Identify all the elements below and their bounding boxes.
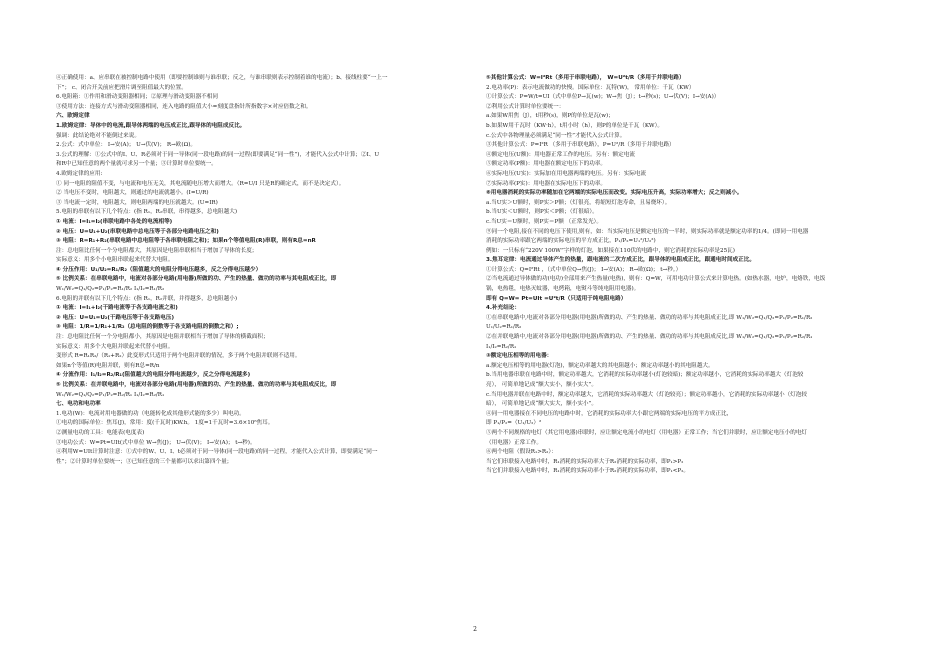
text-line: b.当用电器串联在电路中时，额定功率越大，它消耗的实际功率越小(灯泡较暗)；额定功率越小，它消耗的实际功率越大（灯泡较 <box>486 372 804 379</box>
text-line: ③电功公式：W=Pt=UIt(式中单位 W→焦(J)； U→伏(V)； I→安(A)； t→秒)。 <box>56 439 256 446</box>
text-line: ②测量电功的工具：电能表(电度表) <box>56 429 145 436</box>
text-line: ③使用方法：连接方式与滑动变阻器相同，连入电路的阻值大小=刻度盘指针所指数字×对应倍数之和。 <box>56 103 312 110</box>
text-line: ④ 分流作用：I₁/I₂=R₂/R₁(阻值越大的电阻分得电流越少，反之分得电流越多) <box>56 372 251 379</box>
text-line: ① 电流：I=I₁+I₂(干路电流等于各支路电流之和) <box>56 305 178 312</box>
text-line: ③ 当电流一定时，电阻越大，则电阻两端的电压就越大。(U=IR) <box>56 199 218 206</box>
text-line: 3.公式的理解：①公式中的I、U、R必须对于同一导体(同一段电路)的同一过程(即要满足“同一性”)，才能代入公式中计算；②I、U <box>56 151 380 158</box>
text-line: ⑥实际电压(U实)：实际加在用电器两端的电压。另有：实际电流 <box>486 170 647 177</box>
text-line: 1.电功(W)：电流对用电器做的功（电能转化成其他形式能的多少）叫电功。 <box>56 410 245 417</box>
text-line: 注：总电阻比任何一个分电阻都大，其原因是电阻串联相当于增加了导体的长度； <box>56 247 258 254</box>
text-line: ⑤其他计算公式：W=I²Rt（多用于串联电路）， W=U²t/R（多用于并联电路） <box>486 75 685 81</box>
text-line: ② 电压：U=U₁+U₂(串联电路中总电压等于各部分电路电压之和) <box>56 228 219 235</box>
text-line: 实际意义：用多个小电阻串联起来代替大电阻。 <box>56 257 174 264</box>
right-column <box>486 74 896 477</box>
text-line: ⑤ 比例关系：在串联电路中，电流对各部分电路(用电器)所做的功、产生的热量、做功的功率与其电阻成正比，即 <box>56 276 337 283</box>
text-line: ④额定电压(U额)：用电器正常工作的电压。另有：额定电流 <box>486 151 635 158</box>
page-number: 2 <box>473 626 477 633</box>
text-line: U₁/U₂=R₁/R₂ <box>486 324 522 331</box>
text-line: ③其他计算公式：P=I²R （多用于串联电路），P=U²/R（多用于并联电路） <box>486 142 675 149</box>
text-line: 下”； c、闭合开关前应把滑片调至阻值最大的位置。 <box>56 84 187 91</box>
text-line: 亮）， 可简单地记成“额大实小，额小实大”。 <box>486 382 597 388</box>
text-line: 即有 Q=W= Pt=UIt =U²t/R（只适用于纯电阻电路） <box>486 295 627 302</box>
text-line: 例如：一只标有“220V 100W”字样的灯泡，如果接在110伏的电路中，则它消耗的实际功率是25瓦) <box>486 247 735 254</box>
text-line: 6.电阻的并联有以下几个特点：(指 R₁，R₂并联，并得越多，总电阻越小) <box>56 295 238 302</box>
text-line: 锅，电热毯，电热灭蚊器，电烤箱，电熨斗等纯电阻用电器)。 <box>486 286 640 293</box>
text-line: 6.电阻箱：①作用和滑动变阻器相同；②原理与滑动变阻器不相同 <box>56 94 218 101</box>
text-line: 如果n个等值(R)电阻并联，则有R总=R/n <box>56 362 160 369</box>
text-line: ⑤两个不同规格的电灯（其它用电器)串联时，应让额定电流小的电灯（用电器）正常工作；当它们并联时，应让额定电压小的电灯 <box>486 429 808 436</box>
text-line: ①电功的国际单位：焦耳(J)，常用：度(千瓦时)KW.h。 1度=1千瓦时=3.6×10⁶焦耳。 <box>56 420 274 427</box>
text-line: ⑤额定功率(P额)：用电器在额定电压下的功率。 <box>486 161 607 168</box>
text-line: c.当U实＝U额时，则P实＝P额 （正常发光）。 <box>486 218 602 225</box>
text-line: ①计算公式：P=W/t=UI（式中单位P→瓦(w)；W→焦（J）；t→秒(s)；U→伏(V)；I→安(A)） <box>486 94 720 101</box>
text-line: ③ 电阻：R=R₁+R₂(串联电路中总电阻等于各串联电阻之和)；如果n个等值电阻(R)串联，则有R总=nR <box>56 238 316 245</box>
text-line: ①在串联电路中,电流对各部分用电器(用电器)所做的功、产生的热量、做功的功率与其电阻成正比,即 W₁/W₂=Q₁/Q₂=P₁/P₂=R₁/R₂ <box>486 314 813 321</box>
text-line: 消耗的实际功率跟它两端的实际电压的平方成正比，P₁/P₂=U₁²/U₂²) <box>486 238 656 245</box>
text-line: ⑦实际功率(P实)：用电器在实际电压下的功率。 <box>486 180 607 187</box>
text-line: ⑥两个电阻（假设R₁>R₂）： <box>486 449 557 456</box>
text-line: 2.公式：式中单位： I→安(A)； U→伏(V)； R→欧(Ω)。 <box>56 142 196 149</box>
text-line: 强调：此结论绝对不能倒过来说。 <box>56 132 140 139</box>
text-line: 当它们并联接入电路中时，R₁消耗的实际功率小于R₂消耗的实际功率，即P₁<P₂。 <box>486 468 690 475</box>
text-line: a.当U实＞U额时，则P实＞P额；（灯很亮，将缩短灯泡寿命，且易烧坏）。 <box>486 199 671 206</box>
text-line: W₁/W₂=Q₁/Q₂=P₁/P₂=R₁/R₂ I₁/I₂=R₁/R₂ <box>56 286 165 293</box>
text-line: 4.补充结论： <box>486 305 520 312</box>
text-line: 实际意义：用多个大电阻并联起来代替小电阻。 <box>56 343 174 350</box>
text-line: ① 电流：I=I₁=I₂(串联电路中各处的电流相等) <box>56 218 173 225</box>
text-line: 3.焦耳定律：电流通过导体产生的热量，跟电流的二次方成正比，跟导体的电阻成正比，跟通电时间成正比。 <box>486 257 755 264</box>
text-line: ③额定电压相等的用电器： <box>486 353 553 360</box>
text-line: a.如果W用焦（J），t用秒(s)，则P的单位是瓦(w)； <box>486 113 614 120</box>
text-line: （用电器）正常工作。 <box>486 439 542 446</box>
text-line: b.如果W用千瓦时（KW·h），t用小时（h），则P的单位是千瓦（KW）。 <box>486 122 664 129</box>
text-line: c.公式中各物理量必须满足“同一性”才能代入公式计算。 <box>486 132 626 139</box>
text-line: 2.电功率(P)：表示电流做功的快慢。国际单位：瓦特(W)， 常用单位：千瓦（KW） <box>486 84 695 91</box>
text-line: c.当用电器并联在电路中时，额定功率越大，它消耗的实际功率越大（灯泡较亮）；额定功率越小，它消耗的实际功率越小（灯泡较 <box>486 391 807 398</box>
text-line: ② 当电压不变时，电阻越大，则通过的电流就越小。(I=U/R) <box>56 190 209 197</box>
text-line: ④利用W=UIt计算时注意：①式中的W、U、I、t必须对于同一导体(同一段电路)的同一过程，才能代入公式计算，即要满足“同一 <box>56 449 378 456</box>
text-line: ④同一用电器接在不同电压的电路中时，它消耗的实际功率大小跟它两端的实际电压的平方成正比， <box>486 410 733 417</box>
text-line: 4.欧姆定律的应用: <box>56 170 103 177</box>
text-line: ④ 分压作用：U₁/U₂=R₁/R₂（阻值越大的电阻分得电压越多，反之分得电压越少） <box>56 266 262 273</box>
text-line: 六、欧姆定律 <box>56 113 90 120</box>
text-line: ① 同一电阻的阻值不变，与电流和电压无关，其电流随电压增大而增大。（R=U/I 只是R的确定式，而不是决定式）。 <box>56 180 345 187</box>
text-line: 即 P₁/P₂=（U₁/U₂）² <box>486 420 542 427</box>
text-line: 七、电功和电功率 <box>56 401 101 408</box>
text-line: 当它们串联接入电路中时，R₁消耗的实际功率大于R₂消耗的实际功率，即P₁>P₂ <box>486 458 684 465</box>
text-line: ④正确使用：a、应串联在被控制电路中使用（即要控制谁则与谁串联；反之，与谁串联则表示控制着谁的电流）；b、接线柱要“一上一 <box>56 75 388 81</box>
text-line: b.当U实＜U额时，则P实＜P额；（灯很暗）。 <box>486 209 598 216</box>
text-line: ③ 电阻：1/R=1/R₁+1/R₂（总电阻的倒数等于各支路电阻的倒数之和）; <box>56 324 239 331</box>
text-line: I₁/I₂=R₂/R₁ <box>486 343 517 350</box>
text-line: ⑧用电器消耗的实际功率随加在它两端的实际电压而改变。实际电压升高，实际功率增大；反之则减小。 <box>486 190 743 197</box>
left-column <box>56 74 466 467</box>
text-line: ② 电压：U=U₁=U₂(干路电压等于各支路电压) <box>56 314 175 321</box>
text-line: ⑤ 比例关系：在并联电路中，电流对各部分电路(用电器)所做的功、产生的热量、做功的功率与其电阻成反比，即 <box>56 382 337 388</box>
text-line: W₁/W₂=Q₁/Q₂=P₁/P₂=R₂/R₁ I₁/I₂=R₂/R₁ <box>56 391 165 398</box>
text-line: a.额定电压相等的用电器(灯泡)，额定功率越大的其电阻越小；额定功率越小的其电阻越大。 <box>486 362 714 369</box>
text-line: 和R中已知任意的两个量就可求另一个量；③计算时单位要统一。 <box>56 161 217 168</box>
text-line: 注：总电阻比任何一个分电阻都小，其原因是电阻并联相当于增加了导体的横截面积； <box>56 334 269 341</box>
text-line: 性”；②计算时单位要统一；③已知任意的三个量都可以求出第四个量； <box>56 458 233 465</box>
text-line: ②当电流通过导体做的功(电功)全部用来产生热量(电热)，则有：Q=W，可用电功计算公式来计算电热。(如热水器，电炉，电烙铁，电饭 <box>486 276 826 283</box>
text-line: 变形式 R=R₁R₂/（R₁+R₂）此变形式只适用于两个电阻并联的情况，多于两个电阻并联则不适用。 <box>56 353 301 360</box>
text-line: ②在并联电路中,电流对各部分用电器(用电器)所做的功、产生的热量、做功的功率与其电阻成反比,即 W₁/W₂=Q₁/Q₂=P₁/P₂=R₂/R₁ <box>486 334 813 341</box>
text-line: ②利用公式计算时单位要统一： <box>486 103 565 110</box>
text-line: 暗）， 可简单地记成“额大实大，额小实小”。 <box>486 401 597 408</box>
text-line: 5.电阻的串联有以下几个特点：(指 R₁，R₂串联，串得越多，总电阻越大) <box>56 209 238 216</box>
text-line: 1.欧姆定律：导体中的电流,跟导体两端的电压成正比,跟导体的电阻成反比。 <box>56 122 246 129</box>
text-line: ⑨同一个电阻,接在不同的电压下使用,则有，如：当实际电压是额定电压的一半时，则实际功率就是额定功率的1/4。(即同一用电器 <box>486 228 809 235</box>
text-line: ①计算公式：Q=I²Rt ，（式中单位Q→焦(J)； I→安(A)； R→欧(Ω)； t→秒。） <box>486 266 682 273</box>
